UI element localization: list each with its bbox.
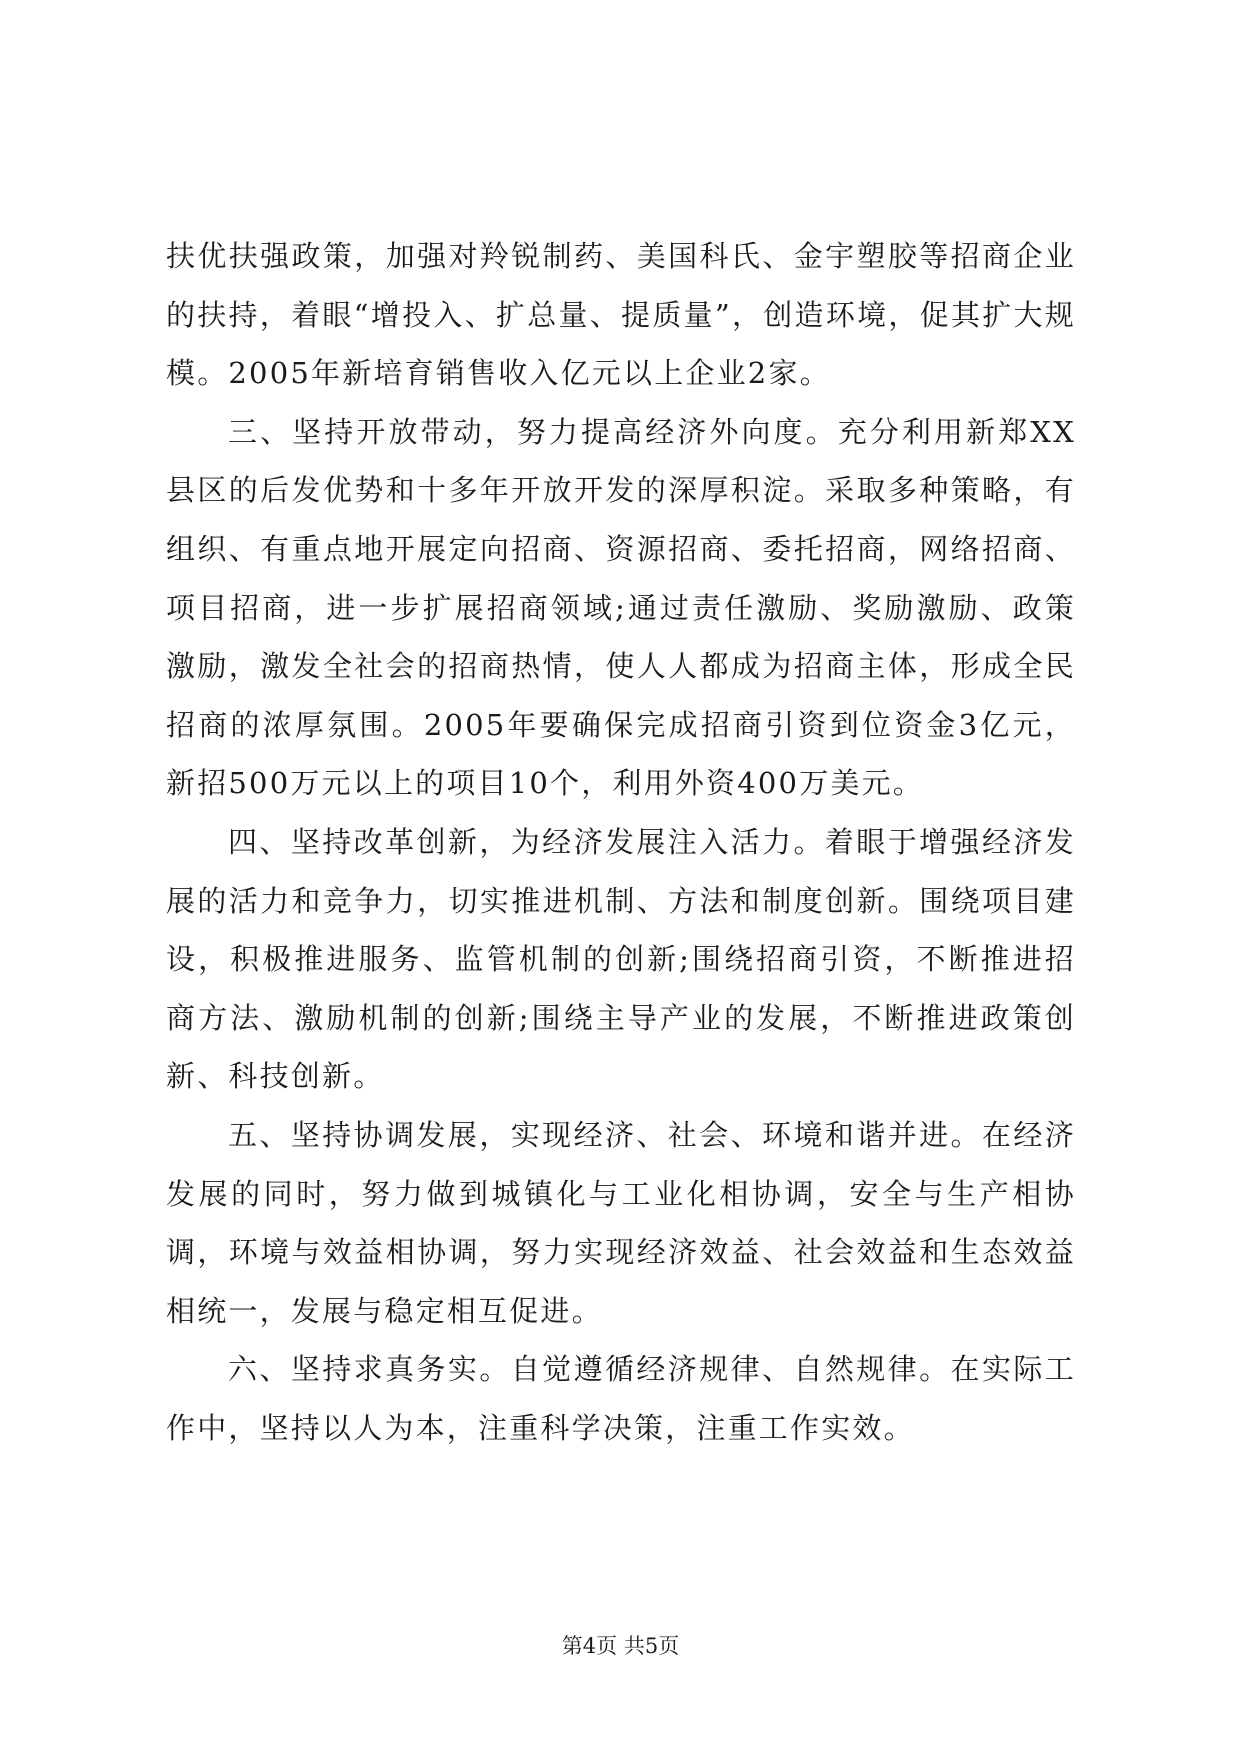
- document-body: [166, 227, 1076, 1457]
- paragraph-section-four: 四、坚持改革创新，为经济发展注入活力。着眼于增强经济发展的活力和竞争力，切实推进机制、方法和制度创新。围绕项目建设，积极推进服务、监管机制的创新;围绕招商引资，不断推进招商方法、激励机制的创新;围绕主导产业的发展，不断推进政策创新、科技创新。: [166, 824, 1076, 1094]
- page-footer: [0, 1632, 1241, 1660]
- paragraph-section-five: 五、坚持协调发展，实现经济、社会、环境和谐并进。在经济发展的同时，努力做到城镇化与工业化相协调，安全与生产相协调，环境与效益相协调，努力实现经济效益、社会效益和生态效益相统一，发展与稳定相互促进。: [166, 1117, 1076, 1328]
- paragraph-section-three: 三、坚持开放带动，努力提高经济外向度。充分利用新郑XX县区的后发优势和十多年开放开发的深厚积淀。采取多种策略，有组织、有重点地开展定向招商、资源招商、委托招商，网络招商、项目招商，进一步扩展招商领域;通过责任激励、奖励激励、政策激励，激发全社会的招商热情，使人人都成为招商主体，形成全民招商的浓厚氛围。2005年要确保完成招商引资到位资金3亿元，新招500万元以上的项目10个，利用外资400万美元。: [166, 414, 1076, 801]
- paragraph-section-six: 六、坚持求真务实。自觉遵循经济规律、自然规律。在实际工作中，坚持以人为本，注重科学决策，注重工作实效。: [166, 1352, 1076, 1445]
- paragraph-continuation: 扶优扶强政策，加强对羚锐制药、美国科氏、金宇塑胶等招商企业的扶持，着眼“增投入、扩总量、提质量”，创造环境，促其扩大规模。2005年新培育销售收入亿元以上企业2家。: [166, 239, 1076, 391]
- page-number-label: 第4页 共5页: [561, 1634, 680, 1658]
